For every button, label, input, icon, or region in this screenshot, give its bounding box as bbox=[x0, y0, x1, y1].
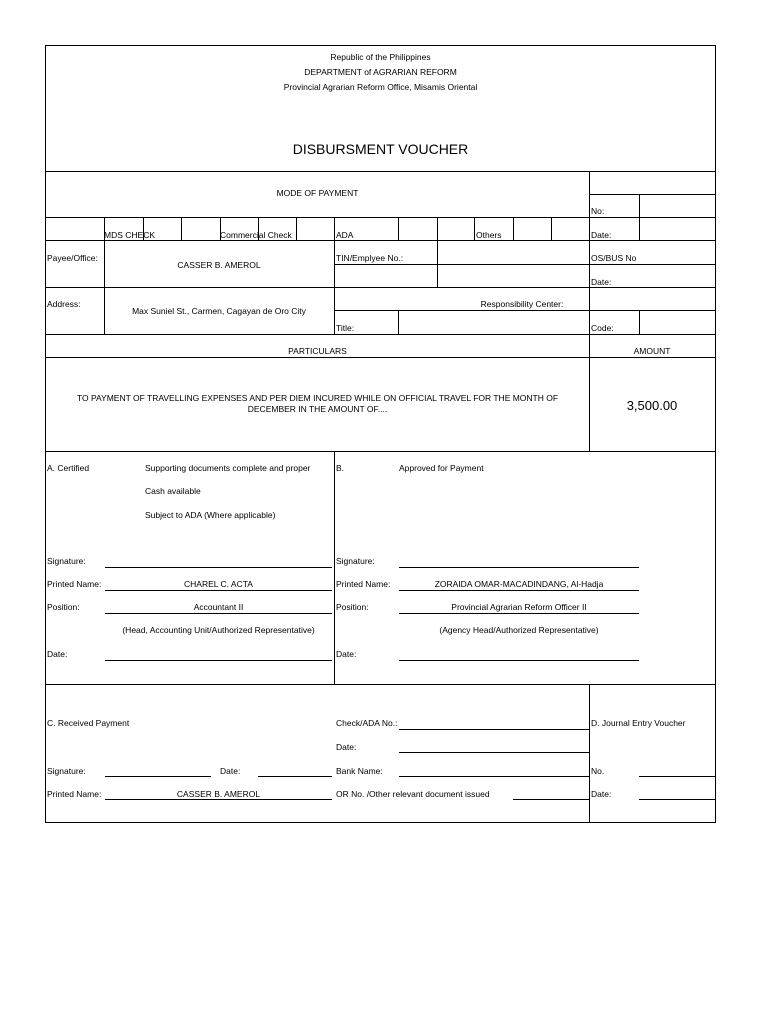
b-printed-name: ZORAIDA OMAR-MACADINDANG, Al-Hadja bbox=[434, 579, 604, 589]
certified-item-documents: Supporting documents complete and proper bbox=[145, 463, 311, 473]
disbursement-voucher-form bbox=[45, 45, 716, 823]
mds-check-option: MDS CHECK bbox=[104, 230, 156, 240]
responsibility-center-label: Responsibility Center: bbox=[480, 299, 564, 309]
divider bbox=[334, 310, 715, 311]
divider bbox=[437, 217, 438, 287]
c-printed-name-label: Printed Name: bbox=[47, 789, 102, 799]
title-label: Title: bbox=[336, 323, 355, 333]
a-date-line bbox=[105, 660, 332, 661]
address-label: Address: bbox=[47, 299, 81, 309]
ada-option: ADA bbox=[336, 230, 354, 240]
c-date2-label: Date: bbox=[336, 742, 357, 752]
tin-label: TIN/Emplyee No.: bbox=[336, 253, 404, 263]
b-date-label: Date: bbox=[336, 649, 357, 659]
certified-label: A. Certified bbox=[47, 463, 90, 473]
payee-label: Payee/Office: bbox=[47, 253, 98, 263]
divider bbox=[46, 240, 715, 241]
a-position: Accountant II bbox=[193, 602, 244, 612]
commercial-check-option: Commercial Check bbox=[220, 230, 292, 240]
a-role: (Head, Accounting Unit/Authorized Representative) bbox=[122, 625, 315, 635]
divider bbox=[296, 217, 297, 240]
divider bbox=[513, 217, 514, 240]
address-value: Max Suniel St., Carmen, Cagayan de Oro City bbox=[132, 306, 306, 316]
journal-date-label: Date: bbox=[591, 789, 612, 799]
amount-value: 3,500.00 bbox=[626, 398, 678, 413]
particulars-text-line2: DECEMBER IN THE AMOUNT OF.... bbox=[247, 404, 388, 414]
certified-item-cash: Cash available bbox=[145, 486, 201, 496]
others-option: Others bbox=[476, 230, 502, 240]
journal-date-line bbox=[639, 799, 715, 800]
bank-name-line bbox=[399, 776, 589, 777]
c-signature-label: Signature: bbox=[47, 766, 86, 776]
journal-entry-label: D. Journal Entry Voucher bbox=[591, 718, 686, 728]
divider bbox=[46, 217, 715, 218]
check-ada-line bbox=[399, 729, 589, 730]
c-date-label: Date: bbox=[220, 766, 241, 776]
code-label: Code: bbox=[591, 323, 614, 333]
approved-text: Approved for Payment bbox=[399, 463, 484, 473]
divider bbox=[639, 194, 640, 240]
divider bbox=[589, 194, 715, 195]
or-no-line bbox=[513, 799, 589, 800]
payee-value: CASSER B. AMEROL bbox=[177, 260, 261, 270]
amount-header: AMOUNT bbox=[633, 346, 671, 356]
journal-no-label: No. bbox=[591, 766, 605, 776]
a-position-label: Position: bbox=[47, 602, 80, 612]
b-printed-name-line bbox=[399, 590, 639, 591]
received-payment-label: C. Received Payment bbox=[47, 718, 130, 728]
c-date2-line bbox=[399, 752, 589, 753]
osbus-date-label: Date: bbox=[591, 277, 612, 287]
a-printed-name-label: Printed Name: bbox=[47, 579, 102, 589]
b-printed-name-label: Printed Name: bbox=[336, 579, 391, 589]
divider bbox=[334, 217, 335, 334]
a-signature-line bbox=[105, 567, 332, 568]
b-date-line bbox=[399, 660, 639, 661]
divider bbox=[334, 264, 715, 265]
a-date-label: Date: bbox=[47, 649, 68, 659]
divider bbox=[474, 217, 475, 240]
certified-item-ada: Subject to ADA (Where applicable) bbox=[145, 510, 276, 520]
check-ada-label: Check/ADA No.: bbox=[336, 718, 398, 728]
c-printed-name: CASSER B. AMEROL bbox=[176, 789, 261, 799]
divider bbox=[398, 310, 399, 334]
or-no-label: OR No. /Other relevant document issued bbox=[336, 789, 490, 799]
approved-label: B. bbox=[336, 463, 345, 473]
divider bbox=[46, 684, 715, 685]
b-signature-line bbox=[399, 567, 639, 568]
b-role: (Agency Head/Authorized Representative) bbox=[439, 625, 599, 635]
c-date-line bbox=[258, 776, 332, 777]
divider bbox=[46, 451, 715, 452]
divider bbox=[334, 451, 335, 684]
c-signature-line bbox=[105, 776, 211, 777]
journal-no-line bbox=[639, 776, 715, 777]
divider bbox=[46, 357, 715, 358]
voucher-no-label: No: bbox=[591, 206, 605, 216]
header-department: DEPARTMENT of AGRARIAN REFORM bbox=[304, 67, 457, 77]
b-position-label: Position: bbox=[336, 602, 369, 612]
particulars-text-line1: TO PAYMENT OF TRAVELLING EXPENSES AND PER DIEM INCURED WHILE ON OFFICIAL TRAVEL FOR THE MONTH OF bbox=[76, 393, 559, 403]
b-position-line bbox=[399, 613, 639, 614]
a-signature-label: Signature: bbox=[47, 556, 86, 566]
c-printed-name-line bbox=[105, 799, 332, 800]
divider bbox=[46, 287, 715, 288]
divider bbox=[551, 217, 552, 240]
divider bbox=[398, 217, 399, 240]
mode-of-payment-label: MODE OF PAYMENT bbox=[276, 188, 359, 198]
divider bbox=[46, 171, 715, 172]
divider bbox=[589, 684, 590, 822]
a-printed-name-line bbox=[105, 590, 332, 591]
a-position-line bbox=[105, 613, 332, 614]
page-title: DISBURSMENT VOUCHER bbox=[292, 141, 469, 157]
b-position: Provincial Agrarian Reform Officer II bbox=[451, 602, 587, 612]
divider bbox=[46, 334, 715, 335]
a-printed-name: CHAREL C. ACTA bbox=[184, 579, 253, 589]
divider bbox=[181, 217, 182, 240]
voucher-date-label: Date: bbox=[591, 230, 612, 240]
bank-name-label: Bank Name: bbox=[336, 766, 383, 776]
osbus-label: OS/BUS No bbox=[591, 253, 637, 263]
particulars-header: PARTICULARS bbox=[288, 346, 347, 356]
b-signature-label: Signature: bbox=[336, 556, 375, 566]
header-republic: Republic of the Philippines bbox=[330, 52, 431, 62]
divider bbox=[639, 310, 640, 334]
header-office: Provincial Agrarian Reform Office, Misamis Oriental bbox=[283, 82, 478, 92]
